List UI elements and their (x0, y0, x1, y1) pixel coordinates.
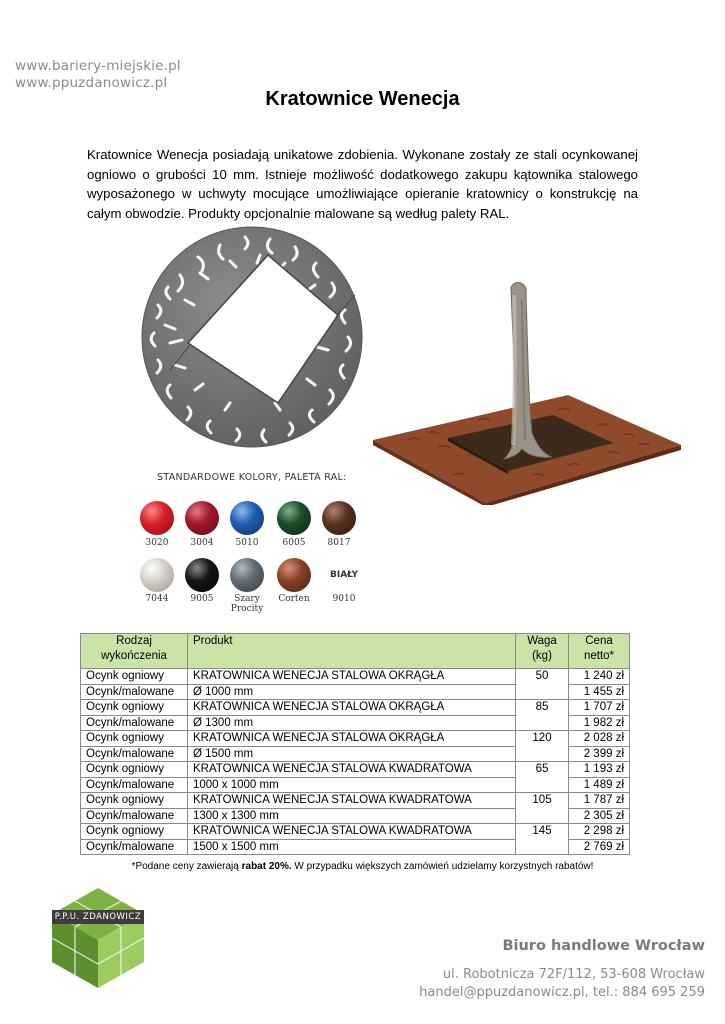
swatch-code: 9010 (332, 594, 356, 604)
finish-cell: Ocynk/malowane (81, 684, 188, 700)
product-size: Ø 1300 mm (188, 715, 516, 731)
finish-cell: Ocynk ogniowy (81, 669, 188, 685)
price-cell: 1 707 zł (569, 700, 630, 716)
swatch-code: 5010 (235, 538, 259, 548)
page-title: Kratownice Wenecja (265, 88, 460, 110)
price-cell: 2 769 zł (569, 839, 630, 855)
weight-cell: 105 (516, 793, 569, 824)
office-contact (419, 938, 705, 1002)
product-size: Ø 1500 mm (188, 746, 516, 762)
price-cell: 1 787 zł (569, 793, 630, 809)
finish-cell: Ocynk/malowane (81, 715, 188, 731)
price-table (80, 633, 630, 855)
swatch-szary-procity (230, 558, 264, 592)
product-name: KRATOWNICA WENECJA STALOWA OKRĄGŁA (188, 731, 516, 747)
price-cell: 2 298 zł (569, 824, 630, 840)
product-size: 1000 x 1000 mm (188, 777, 516, 793)
weight-cell: 120 (516, 731, 569, 762)
table-row (81, 762, 630, 778)
swatch-code: 3020 (145, 538, 169, 548)
note-text: *Podane ceny zawierają (131, 861, 242, 872)
square-grate-tree-image (368, 275, 683, 505)
swatch-code: Szary Procity (230, 594, 264, 614)
logo-text: P.P.U. ZDANOWICZ (52, 910, 144, 924)
weight-cell: 85 (516, 700, 569, 731)
swatch-3020 (140, 501, 174, 535)
swatch-9005 (185, 558, 219, 592)
swatch-code: 8017 (327, 538, 351, 548)
table-row (81, 793, 630, 809)
table-row (81, 731, 630, 747)
discount-note (0, 861, 725, 872)
header-product: Produkt (188, 634, 516, 669)
office-heading: Biuro handlowe Wrocław (502, 938, 705, 954)
header-finish: Rodzaj wykończenia (81, 634, 188, 669)
price-cell: 1 455 zł (569, 684, 630, 700)
price-cell: 2 028 zł (569, 731, 630, 747)
finish-cell: Ocynk/malowane (81, 808, 188, 824)
round-grate-image (140, 225, 365, 450)
swatch-code: 9005 (190, 594, 214, 604)
price-cell: 2 399 zł (569, 746, 630, 762)
intro-paragraph: Kratownice Wenecja posiadają unikatowe zdobienia. Wykonane zostały ze stali ocynkowanej ogniowo o grubości 10 mm. Istnieje możliwość dodatkowego zakupu kątownika stalowego wyposażonego w uchwyty mocujące umożliwiające opieranie kratownicy o konstrukcję na całym obwodzie. Produkty opcjonalnie malowane są według palety RAL. (87, 147, 638, 221)
table-header-row (81, 634, 630, 669)
swatch-8017 (322, 501, 356, 535)
product-name: KRATOWNICA WENECJA STALOWA OKRĄGŁA (188, 700, 516, 716)
swatch-7044 (140, 558, 174, 592)
table-row (81, 669, 630, 685)
finish-cell: Ocynk/malowane (81, 839, 188, 855)
table-row (81, 700, 630, 716)
product-name: KRATOWNICA WENECJA STALOWA KWADRATOWA (188, 824, 516, 840)
colors-title: STANDARDOWE KOLORY, PALETA RAL: (157, 472, 347, 483)
table-row (81, 824, 630, 840)
finish-cell: Ocynk ogniowy (81, 824, 188, 840)
swatch-code: Corten (278, 594, 310, 604)
swatch-code: 3004 (190, 538, 214, 548)
product-size: Ø 1000 mm (188, 684, 516, 700)
office-address: ul. Robotnicza 72F/112, 53-608 Wrocław (442, 967, 705, 982)
weight-cell: 50 (516, 669, 569, 700)
swatch-white-label: BIAŁY (330, 570, 359, 580)
finish-cell: Ocynk ogniowy (81, 700, 188, 716)
product-name: KRATOWNICA WENECJA STALOWA KWADRATOWA (188, 762, 516, 778)
note-discount: rabat 20%. (241, 861, 292, 872)
url-ppuzdanowicz[interactable]: www.ppuzdanowicz.pl (15, 75, 168, 91)
price-cell: 1 240 zł (569, 669, 630, 685)
company-logo-icon (48, 886, 148, 990)
swatch-6005 (277, 501, 311, 535)
finish-cell: Ocynk/malowane (81, 746, 188, 762)
finish-cell: Ocynk ogniowy (81, 731, 188, 747)
price-cell: 2 305 zł (569, 808, 630, 824)
website-urls (15, 58, 181, 92)
header-weight: Waga (kg) (516, 634, 569, 669)
header-price: Cena netto* (569, 634, 630, 669)
swatch-code: 6005 (282, 538, 306, 548)
finish-cell: Ocynk ogniowy (81, 793, 188, 809)
swatch-corten (277, 558, 311, 592)
weight-cell: 65 (516, 762, 569, 793)
swatch-code: 7044 (145, 594, 169, 604)
finish-cell: Ocynk ogniowy (81, 762, 188, 778)
product-size: 1300 x 1300 mm (188, 808, 516, 824)
product-name: KRATOWNICA WENECJA STALOWA KWADRATOWA (188, 793, 516, 809)
price-cell: 1 489 zł (569, 777, 630, 793)
office-contact-line[interactable]: handel@ppuzdanowicz.pl, tel.: 884 695 259 (419, 985, 705, 1000)
swatch-3004 (185, 501, 219, 535)
note-text-end: W przypadku większych zamówień udzielamy korzystnych rabatów! (291, 861, 594, 872)
swatch-5010 (230, 501, 264, 535)
price-cell: 1 193 zł (569, 762, 630, 778)
product-name: KRATOWNICA WENECJA STALOWA OKRĄGŁA (188, 669, 516, 685)
product-size: 1500 x 1500 mm (188, 839, 516, 855)
price-cell: 1 982 zł (569, 715, 630, 731)
finish-cell: Ocynk/malowane (81, 777, 188, 793)
url-bariery[interactable]: www.bariery-miejskie.pl (15, 58, 181, 74)
weight-cell: 145 (516, 824, 569, 855)
